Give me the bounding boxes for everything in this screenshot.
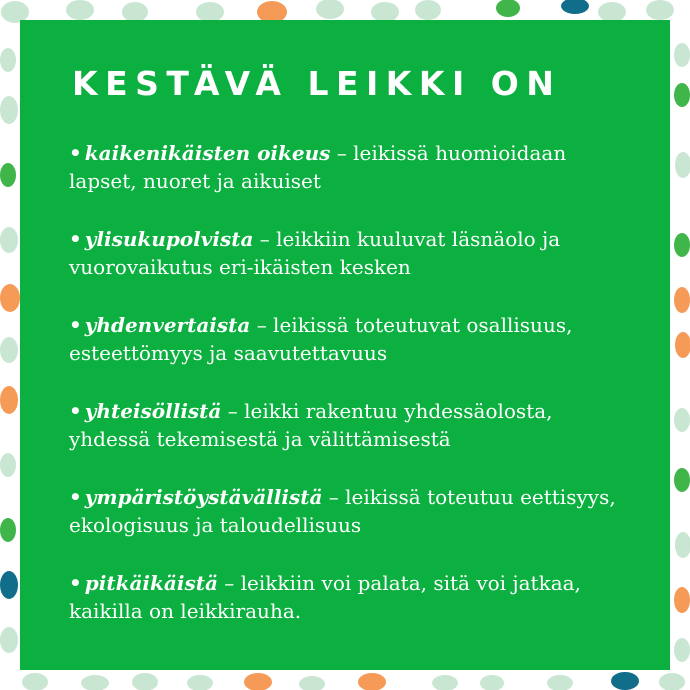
blob-shape: [598, 2, 626, 22]
blob-shape: [674, 468, 690, 492]
list-item-description: – leikki rakentuu yhdessäolosta, yhdessä tekemisestä ja välittämisestä: [69, 399, 553, 451]
blob-shape: [432, 675, 458, 690]
list-item-description: – leikissä huomioidaan lapset, nuoret ja aikuiset: [69, 141, 567, 193]
list-item: [69, 139, 639, 195]
blob-shape: [358, 673, 386, 690]
bullet: •: [69, 227, 82, 251]
blob-shape: [122, 2, 148, 22]
list-item: [69, 397, 639, 453]
list-item: [69, 225, 639, 281]
blob-shape: [81, 675, 109, 690]
blob-shape: [66, 0, 94, 20]
blob-shape: [0, 571, 18, 599]
principle-list: [69, 139, 639, 655]
list-item-description: – leikissä toteutuvat osallisuus, esteettömyys ja saavutettavuus: [69, 313, 573, 365]
blob-shape: [0, 48, 16, 72]
blob-shape: [0, 284, 20, 312]
list-item-description: – leikkiin voi palata, sitä voi jatkaa, kaikilla on leikkirauha.: [69, 571, 581, 623]
blob-shape: [0, 627, 18, 653]
blob-shape: [674, 287, 690, 313]
list-item-term: ympäristöystävällistä: [84, 485, 323, 509]
blob-shape: [675, 532, 690, 558]
blob-shape: [674, 408, 690, 432]
blob-shape: [0, 386, 18, 414]
blob-shape: [675, 332, 690, 358]
blob-shape: [196, 2, 224, 22]
blob-shape: [496, 0, 520, 17]
blob-shape: [0, 227, 18, 253]
blob-shape: [675, 152, 690, 178]
blob-shape: [646, 0, 674, 20]
bullet: •: [69, 141, 82, 165]
blob-shape: [611, 672, 639, 690]
blob-shape: [371, 2, 399, 22]
blob-shape: [674, 233, 690, 257]
bullet: •: [69, 485, 82, 509]
list-item: [69, 569, 639, 625]
list-item-description: – leikkiin kuuluvat läsnäolo ja vuorovaikutus eri-ikäisten kesken: [69, 227, 561, 279]
blob-shape: [0, 337, 18, 363]
blob-shape: [674, 587, 690, 613]
blob-shape: [547, 675, 573, 690]
list-item-term: yhdenvertaista: [84, 313, 251, 337]
blob-shape: [0, 163, 16, 187]
blob-shape: [187, 675, 213, 690]
blob-shape: [674, 638, 690, 662]
blob-shape: [0, 518, 16, 542]
blob-shape: [0, 96, 18, 124]
blob-shape: [561, 0, 589, 14]
list-item-term: kaikenikäisten oikeus: [84, 141, 331, 165]
bullet: •: [69, 571, 82, 595]
page-title: KESTÄVÄ LEIKKI ON: [72, 64, 562, 103]
blob-shape: [674, 83, 690, 107]
list-item-term: yhteisöllistä: [84, 399, 222, 423]
green-content-panel: [20, 20, 670, 670]
list-item: [69, 311, 639, 367]
list-item-description: – leikissä toteutuu eettisyys, ekologisuus ja taloudellisuus: [69, 485, 616, 537]
bullet: •: [69, 313, 82, 337]
blob-shape: [316, 0, 344, 19]
blob-shape: [480, 675, 504, 690]
list-item: [69, 483, 639, 539]
blob-shape: [674, 43, 690, 67]
blob-shape: [659, 673, 685, 690]
blob-shape: [299, 676, 325, 690]
blob-shape: [0, 453, 16, 477]
bullet: •: [69, 399, 82, 423]
blob-shape: [244, 673, 272, 690]
blob-shape: [415, 0, 441, 20]
list-item-term: pitkäikäistä: [84, 571, 218, 595]
blob-shape: [22, 673, 48, 690]
list-item-term: ylisukupolvista: [84, 227, 254, 251]
blob-shape: [132, 673, 158, 690]
